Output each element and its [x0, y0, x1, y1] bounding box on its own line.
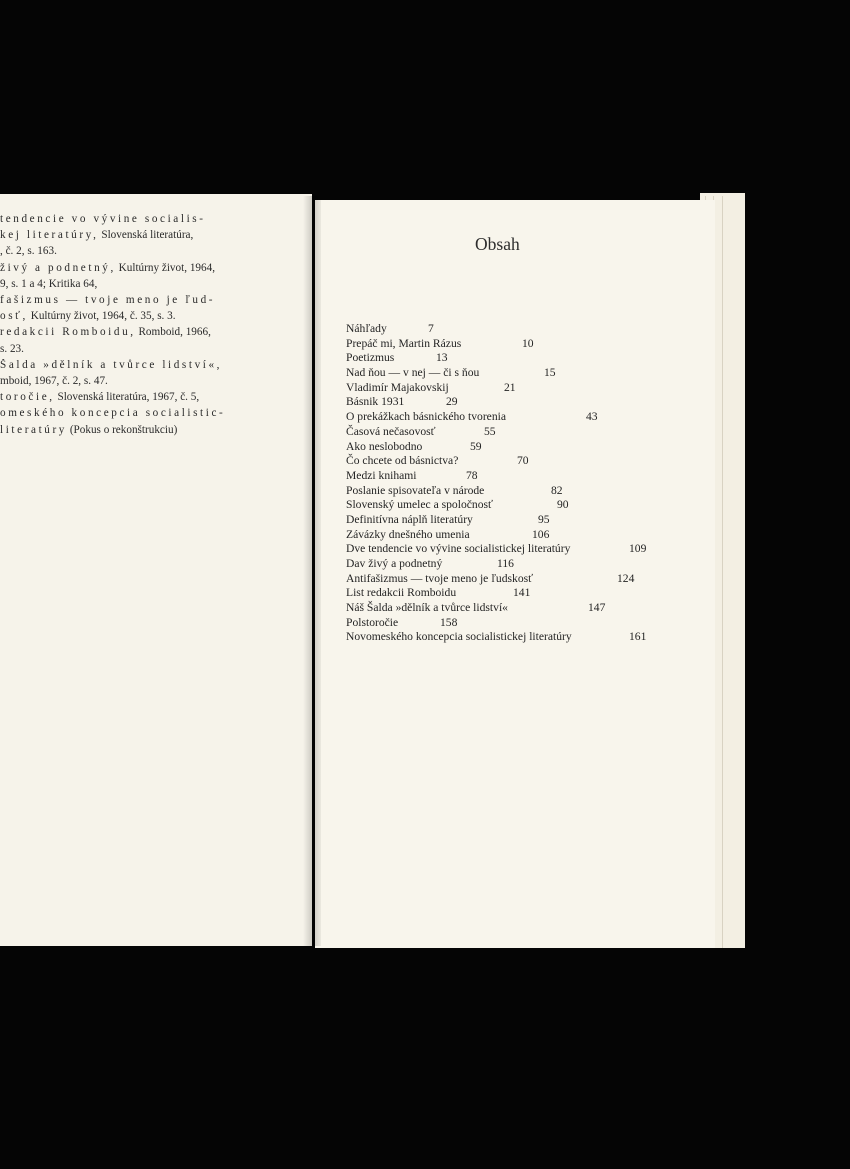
note-line: , č. 2, s. 163.	[0, 245, 57, 258]
toc-entry-page: 15	[544, 366, 556, 380]
toc-entry-page: 90	[557, 498, 569, 512]
toc-entry-page: 13	[436, 351, 448, 365]
toc-entry-page: 78	[466, 468, 478, 482]
note-line: tendencie vo vývine socialis-	[0, 213, 206, 225]
page-edge-line	[722, 196, 723, 948]
toc-entry	[346, 322, 686, 337]
toc-entry-title: Slovenský umelec a spoločnosť	[346, 498, 493, 512]
toc-entry-page: 116	[497, 557, 514, 570]
note-line: Šalda »dělník a tvůrce lidství«,	[0, 358, 223, 371]
toc-entry-title: Dve tendencie vo vývine socialistickej literatúry	[346, 542, 571, 556]
toc-entry	[346, 469, 686, 484]
toc-entry-title: Ako neslobodno	[346, 439, 423, 453]
toc-entry-title: Novomeského koncepcia socialistickej literatúry	[346, 630, 572, 644]
toc-entry-title: Náhľady	[346, 322, 387, 335]
toc-entry	[346, 557, 686, 572]
toc-entry	[346, 601, 686, 616]
toc-entry-page: 55	[484, 424, 496, 438]
bibliography-notes	[0, 213, 268, 440]
toc-entry	[346, 542, 686, 557]
toc-entry	[346, 440, 686, 455]
toc-entry-page: 109	[629, 542, 647, 556]
note-line: kej literatúry, Slovenská literatúra,	[0, 229, 194, 242]
toc-entry-title: Čo chcete od básnictva?	[346, 454, 459, 468]
toc-entry-title: Antifašizmus — tvoje meno je ľudskosť	[346, 571, 534, 585]
toc-entry-title: Nad ňou — v nej — či s ňou	[346, 366, 480, 380]
note-line: toročie, Slovenská literatúra, 1967, č. 5,	[0, 391, 200, 404]
toc-entry-page: 95	[538, 512, 550, 526]
toc-entry-title: Poslanie spisovateľa v národe	[346, 483, 485, 497]
toc-entry-page: 124	[617, 571, 635, 585]
toc-entry	[346, 410, 686, 425]
note-line: 9, s. 1 a 4; Kritika 64,	[0, 277, 98, 290]
toc-entry	[346, 498, 686, 513]
toc-entry-page: 82	[551, 483, 563, 497]
toc-entry-page: 161	[629, 630, 647, 644]
toc-entry	[346, 425, 686, 440]
toc-entry-page: 43	[586, 410, 598, 424]
note-line: osť, Kultúrny život, 1964, č. 35, s. 3.	[0, 310, 176, 323]
toc-entry	[346, 586, 686, 601]
toc-entry-title: Časová nečasovosť	[346, 424, 436, 438]
note-line: literatúry (Pokus o rekonštrukciu)	[0, 423, 178, 436]
toc-entry-page: 29	[446, 395, 458, 409]
toc-entry-page: 7	[428, 322, 434, 335]
toc-entry-title: Dav živý a podnetný	[346, 557, 443, 570]
note-line: s. 23.	[0, 342, 24, 355]
toc-entry-page: 147	[588, 601, 606, 615]
toc-entry	[346, 351, 686, 366]
toc-entry	[346, 528, 686, 543]
toc-entry-title: Definitívna náplň literatúry	[346, 512, 473, 526]
toc-entry-page: 141	[513, 586, 531, 600]
toc-entry-title: Básnik 1931	[346, 395, 405, 409]
toc-entry-title: Závázky dnešného umenia	[346, 527, 470, 541]
note-line: redakcii Romboidu, Romboid, 1966,	[0, 326, 211, 339]
note-line: omeského koncepcia socialistic-	[0, 407, 226, 420]
toc-entry-page: 158	[440, 615, 458, 629]
toc-entry-page: 10	[522, 336, 534, 350]
toc-heading: Obsah	[475, 234, 520, 254]
toc-entry	[346, 630, 686, 645]
toc-entry	[346, 366, 686, 381]
note-line: fašizmus — tvoje meno je ľud-	[0, 294, 216, 307]
toc-entry	[346, 454, 686, 469]
note-line: živý a podnetný, Kultúrny život, 1964,	[0, 261, 215, 274]
toc-entry	[346, 381, 686, 396]
toc-entry-page: 21	[504, 380, 516, 394]
toc-entry-page: 106	[532, 527, 550, 541]
table-of-contents	[346, 322, 686, 645]
toc-entry	[346, 616, 686, 631]
toc-entry-title: Poetizmus	[346, 351, 395, 365]
toc-entry-title: Medzi knihami	[346, 468, 417, 482]
toc-entry-title: List redakcii Romboidu	[346, 586, 457, 600]
toc-entry-page: 59	[470, 439, 482, 453]
toc-entry-title: Vladimír Majakovskij	[346, 380, 449, 394]
toc-entry-page: 70	[517, 454, 529, 468]
toc-entry	[346, 484, 686, 499]
toc-entry-title: Náš Šalda »dělník a tvůrce lidství«	[346, 601, 508, 615]
toc-entry	[346, 572, 686, 587]
toc-entry-title: Prepáč mi, Martin Rázus	[346, 336, 462, 350]
toc-entry	[346, 337, 686, 352]
toc-entry-title: O prekážkach básnického tvorenia	[346, 410, 506, 424]
book-spine-shadow	[303, 196, 321, 946]
toc-entry	[346, 395, 686, 410]
toc-entry	[346, 513, 686, 528]
toc-entry-title: Polstoročie	[346, 615, 399, 629]
note-line: mboid, 1967, č. 2, s. 47.	[0, 375, 108, 388]
